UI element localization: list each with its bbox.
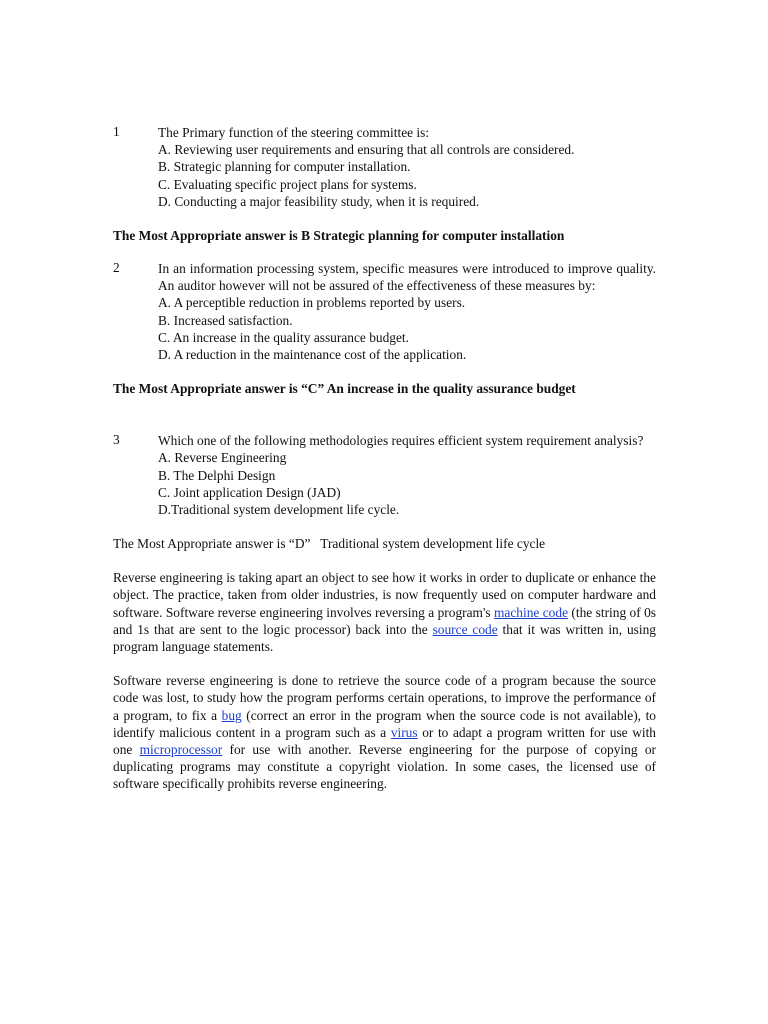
paragraph-text: Software reverse engineering is done to retrieve the source code of a program because the source code was lost, to study how the program performs certain operations, to improve the performance of a program, to fix a [113, 673, 656, 723]
machine-code-link[interactable]: machine code [493, 604, 569, 620]
option-d: D. Conducting a major feasibility study, when it is required. [158, 193, 480, 209]
option-d: D.Traditional system development life cycle. [158, 502, 400, 518]
question-1 [113, 124, 656, 210]
answer-2: The Most Appropriate answer is “C” An increase in the quality assurance budget [113, 381, 576, 397]
option-c: C. Evaluating specific project plans for systems. [158, 176, 417, 192]
question-text: In an information processing system, specific measures were introduced to improve quality. An auditor however will not be assured of the effectiveness of these measures by: [158, 261, 656, 294]
question-text: Which one of the following methodologies requires efficient system requirement analysis? [158, 433, 644, 449]
paragraph-software-reverse-engineering [113, 672, 656, 792]
option-b: B. Strategic planning for computer installation. [158, 159, 411, 175]
option-a: A. Reviewing user requirements and ensuring that all controls are considered. [158, 142, 575, 158]
paragraph-text: for use with another. Reverse engineering for the purpose of copying or duplicating programs may constitute a copyright violation. In some cases, the licensed use of software specifically prohibits reverse engineering. [113, 742, 656, 792]
paragraph-reverse-engineering [113, 569, 656, 655]
question-body [158, 124, 656, 210]
question-number: 3 [113, 432, 120, 448]
microprocessor-link[interactable]: microprocessor [139, 742, 223, 758]
question-body [158, 260, 656, 363]
question-3 [113, 432, 656, 518]
option-c: C. Joint application Design (JAD) [158, 484, 341, 500]
question-number: 2 [113, 260, 120, 276]
paragraph-text: (correct an error in the program when the source code is not available), to identify malicious content in a program such as a [113, 707, 656, 740]
option-b: B. The Delphi Design [158, 467, 276, 483]
answer-1: The Most Appropriate answer is B Strategic planning for computer installation [113, 228, 565, 244]
virus-link[interactable]: virus [390, 724, 418, 740]
paragraph-text: Reverse engineering is taking apart an object to see how it works in order to duplicate or enhance the object. The practice, taken from older industries, is now frequently used on computer hardware and software. Software reverse engineering involves reversing a program's [113, 570, 656, 620]
option-a: A. Reverse Engineering [158, 450, 287, 466]
source-code-link[interactable]: source code [432, 621, 498, 637]
paragraph-text: or to adapt a program written for use with one [113, 724, 656, 758]
question-2 [113, 260, 656, 363]
question-text: The Primary function of the steering committee is: [158, 125, 430, 140]
option-c: C. An increase in the quality assurance budget. [158, 329, 410, 345]
question-body [158, 432, 656, 518]
option-d: D. A reduction in the maintenance cost of the application. [158, 347, 467, 363]
question-number: 1 [113, 124, 120, 139]
option-a: A. A perceptible reduction in problems reported by users. [158, 295, 466, 311]
paragraph-text: (the string of 0s and 1s that are sent to the logic processor) back into the [113, 604, 657, 637]
paragraph-text: that it was written in, using program language statements. [113, 621, 656, 655]
option-b: B. Increased satisfaction. [158, 312, 293, 328]
document-page [113, 124, 656, 793]
answer-3: The Most Appropriate answer is “D” Traditional system development life cycle [113, 536, 546, 552]
bug-link[interactable]: bug [221, 707, 242, 723]
